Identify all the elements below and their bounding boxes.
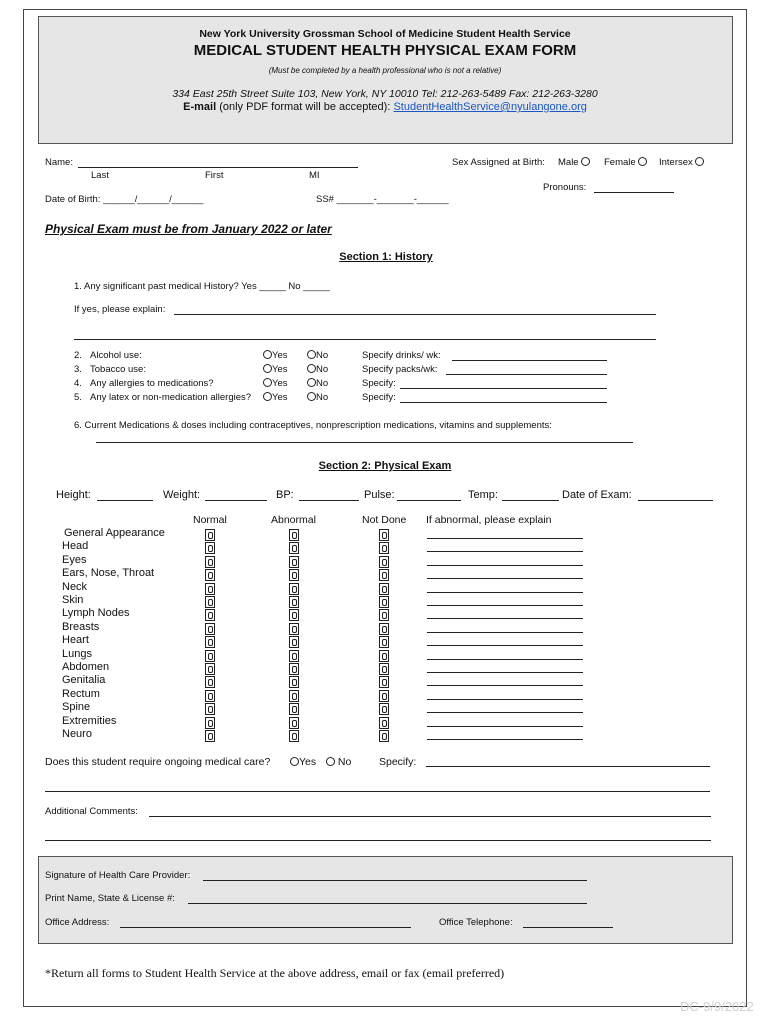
exam-row-label: Eyes xyxy=(62,553,87,566)
not-done-checkbox[interactable] xyxy=(379,529,389,541)
print-name-field[interactable] xyxy=(188,903,587,904)
normal-checkbox[interactable] xyxy=(205,636,215,648)
radio-icon[interactable] xyxy=(638,157,647,166)
exam-row-label: Breasts xyxy=(62,620,100,633)
exam-row-label: Abdomen xyxy=(62,661,110,673)
history-no-option[interactable] xyxy=(307,350,328,361)
no-label: No xyxy=(316,350,329,361)
abnormal-explain-field[interactable] xyxy=(427,592,583,593)
abnormal-explain-field[interactable] xyxy=(427,712,583,713)
normal-checkbox[interactable] xyxy=(205,676,215,688)
history-specify-field[interactable] xyxy=(452,360,607,361)
not-done-checkbox[interactable] xyxy=(379,556,389,568)
history-q6: 6. Current Medications & doses including contraceptives, nonprescription medications, vitamins and supplements: xyxy=(74,420,552,431)
radio-icon[interactable] xyxy=(307,364,316,373)
normal-checkbox[interactable] xyxy=(205,542,215,554)
specify-label: Specify: xyxy=(362,392,396,403)
normal-checkbox[interactable] xyxy=(205,596,215,608)
not-done-checkbox[interactable] xyxy=(379,636,389,648)
history-specify-label xyxy=(362,350,441,361)
name-field[interactable] xyxy=(78,167,358,168)
print-name-label: Print Name, State & License #: xyxy=(45,893,175,904)
exam-section-title: Section 2: Physical Exam xyxy=(318,460,452,472)
col-not-done: Not Done xyxy=(362,514,407,526)
item-number: 2. xyxy=(74,350,82,361)
exam-row-label: Skin xyxy=(62,594,84,606)
item-label: Any allergies to medications? xyxy=(90,378,214,389)
radio-icon[interactable] xyxy=(263,378,272,387)
dob-field[interactable]: Date of Birth: ______/______/______ xyxy=(45,194,204,205)
exam-row-label: General Appearance xyxy=(64,527,165,539)
abnormal-checkbox[interactable] xyxy=(289,583,299,595)
normal-checkbox[interactable] xyxy=(205,703,215,715)
radio-icon[interactable] xyxy=(263,364,272,373)
form-title: MEDICAL STUDENT HEALTH PHYSICAL EXAM FORM xyxy=(193,42,577,59)
not-done-checkbox[interactable] xyxy=(379,717,389,729)
normal-checkbox[interactable] xyxy=(205,663,215,675)
sex-female[interactable] xyxy=(604,157,647,168)
item-label: Alcohol use: xyxy=(90,350,142,361)
form-subtitle: (Must be completed by a health professional who is not a relative) xyxy=(268,66,502,75)
ssn-field[interactable]: SS# _______-_______-______ xyxy=(316,194,449,205)
abnormal-checkbox[interactable] xyxy=(289,650,299,662)
vital-label: BP: xyxy=(276,489,294,501)
abnormal-checkbox[interactable] xyxy=(289,623,299,635)
name-label: Name: xyxy=(45,157,73,168)
ongoing-care-question: Does this student require ongoing medical care? xyxy=(45,756,271,768)
ongoing-no[interactable] xyxy=(326,756,351,768)
normal-checkbox[interactable] xyxy=(205,717,215,729)
explain-field[interactable] xyxy=(174,314,656,315)
not-done-checkbox[interactable] xyxy=(379,703,389,715)
normal-checkbox[interactable] xyxy=(205,650,215,662)
item-label: Tobacco use: xyxy=(90,364,146,375)
sex-intersex[interactable] xyxy=(659,157,704,168)
exam-row-label: Lymph Nodes xyxy=(62,607,130,620)
pronouns-field[interactable] xyxy=(594,192,674,193)
not-done-checkbox[interactable] xyxy=(379,596,389,608)
abnormal-checkbox[interactable] xyxy=(289,596,299,608)
normal-checkbox[interactable] xyxy=(205,529,215,541)
not-done-checkbox[interactable] xyxy=(379,730,389,742)
abnormal-checkbox[interactable] xyxy=(289,730,299,742)
history-yes-option[interactable] xyxy=(263,364,288,375)
no-label: No xyxy=(316,378,329,389)
not-done-checkbox[interactable] xyxy=(379,583,389,595)
exam-row-label: Genitalia xyxy=(62,674,106,687)
no-label: No xyxy=(316,364,329,375)
item-label: Any latex or non-medication allergies? xyxy=(90,392,252,403)
comments-line-2[interactable] xyxy=(45,840,711,841)
no-label: No xyxy=(316,392,329,403)
history-specify-field[interactable] xyxy=(400,388,607,389)
radio-icon[interactable] xyxy=(307,378,316,387)
abnormal-checkbox[interactable] xyxy=(289,556,299,568)
last-label: Last xyxy=(91,170,109,181)
abnormal-checkbox[interactable] xyxy=(289,690,299,702)
sex-intersex-label: Intersex xyxy=(659,157,693,168)
explain-field-2[interactable] xyxy=(74,339,656,340)
not-done-checkbox[interactable] xyxy=(379,609,389,621)
exam-date-notice: Physical Exam must be from January 2022 or later xyxy=(45,222,332,236)
comments-label: Additional Comments: xyxy=(45,806,138,817)
vital-field[interactable] xyxy=(502,500,559,501)
history-item-label xyxy=(90,364,146,375)
vital-field[interactable] xyxy=(299,500,359,501)
revision-stamp: DC-9/9/2022 xyxy=(680,999,754,1014)
col-abnormal: Abnormal xyxy=(271,514,316,526)
exam-row-label: Neck xyxy=(62,580,88,593)
signature-label: Signature of Health Care Provider: xyxy=(45,870,191,881)
radio-icon[interactable] xyxy=(307,392,316,401)
first-label: First xyxy=(205,170,224,181)
vital-label: Temp: xyxy=(468,489,498,501)
history-specify-label xyxy=(362,392,396,403)
vital-field[interactable] xyxy=(638,500,713,501)
abnormal-explain-field[interactable] xyxy=(427,672,583,673)
radio-icon[interactable] xyxy=(290,757,299,766)
radio-icon[interactable] xyxy=(307,350,316,359)
abnormal-checkbox[interactable] xyxy=(289,529,299,541)
abnormal-checkbox[interactable] xyxy=(289,636,299,648)
history-yes-option[interactable] xyxy=(263,350,288,361)
item-number: 3. xyxy=(74,364,82,375)
not-done-checkbox[interactable] xyxy=(379,542,389,554)
ongoing-specify-field[interactable] xyxy=(426,766,710,767)
radio-icon[interactable] xyxy=(263,350,272,359)
col-explain: If abnormal, please explain xyxy=(426,514,552,526)
abnormal-explain-field[interactable] xyxy=(427,538,583,539)
radio-icon[interactable] xyxy=(263,392,272,401)
vital-label: Date of Exam: xyxy=(562,489,632,501)
not-done-checkbox[interactable] xyxy=(379,676,389,688)
abnormal-explain-field[interactable] xyxy=(427,739,583,740)
ongoing-no-label: No xyxy=(337,756,352,768)
exam-row-label: Spine xyxy=(62,701,91,714)
history-q1: 1. Any significant past medical History? Yes _____ No _____ xyxy=(74,281,330,292)
sex-female-label: Female xyxy=(604,157,636,168)
col-normal: Normal xyxy=(193,514,227,526)
not-done-checkbox[interactable] xyxy=(379,690,389,702)
email-link[interactable]: StudentHealthService@nyulangone.org xyxy=(393,101,587,113)
history-specify-label xyxy=(362,364,438,375)
radio-icon[interactable] xyxy=(326,757,335,766)
specify-label: Specify: xyxy=(362,378,396,389)
not-done-checkbox[interactable] xyxy=(379,663,389,675)
history-no-option[interactable] xyxy=(307,392,328,403)
vital-label: Weight: xyxy=(163,489,201,501)
medications-field[interactable] xyxy=(96,442,633,443)
normal-checkbox[interactable] xyxy=(205,556,215,568)
history-item-label xyxy=(90,392,251,403)
not-done-checkbox[interactable] xyxy=(379,650,389,662)
signature-field[interactable] xyxy=(203,880,587,881)
vital-label: Height: xyxy=(56,489,91,501)
institution-name: New York University Grossman School of Medicine Student Health Service xyxy=(199,28,571,40)
yes-label: Yes xyxy=(272,392,288,403)
exam-row-label: Ears, Nose, Throat xyxy=(62,567,155,580)
abnormal-checkbox[interactable] xyxy=(289,703,299,715)
ongoing-line-2[interactable] xyxy=(45,791,710,792)
normal-checkbox[interactable] xyxy=(205,609,215,621)
explain-label: If yes, please explain: xyxy=(74,304,166,315)
ongoing-specify-label: Specify: xyxy=(379,756,417,768)
specify-label: Specify packs/wk: xyxy=(362,364,438,375)
abnormal-checkbox[interactable] xyxy=(289,609,299,621)
vital-field[interactable] xyxy=(205,500,267,501)
history-specify-field[interactable] xyxy=(446,374,607,375)
abnormal-checkbox[interactable] xyxy=(289,663,299,675)
history-no-option[interactable] xyxy=(307,378,328,389)
history-specify-label xyxy=(362,378,396,389)
email-note: (only PDF format will be accepted): xyxy=(216,101,394,113)
office-address-field[interactable] xyxy=(120,927,411,928)
office-phone-label: Office Telephone: xyxy=(439,917,513,928)
vital-label: Pulse: xyxy=(364,489,395,501)
yes-label: Yes xyxy=(272,350,288,361)
pronouns-label: Pronouns: xyxy=(543,182,587,193)
exam-row-label: Neuro xyxy=(62,728,92,740)
normal-checkbox[interactable] xyxy=(205,623,215,635)
abnormal-checkbox[interactable] xyxy=(289,717,299,729)
abnormal-explain-field[interactable] xyxy=(427,551,583,552)
not-done-checkbox[interactable] xyxy=(379,569,389,581)
abnormal-explain-field[interactable] xyxy=(427,578,583,579)
not-done-checkbox[interactable] xyxy=(379,623,389,635)
exam-row-label: Head xyxy=(62,540,89,553)
history-item-label xyxy=(90,350,142,361)
history-item-number xyxy=(74,364,82,375)
abnormal-checkbox[interactable] xyxy=(289,676,299,688)
contact-address: 334 East 25th Street Suite 103, New York, NY 10010 Tel: 212-263-5489 Fax: 212-263-3280 xyxy=(172,88,598,100)
vital-field[interactable] xyxy=(397,500,461,501)
yes-label: Yes xyxy=(272,378,288,389)
comments-field[interactable] xyxy=(149,816,711,817)
abnormal-explain-field[interactable] xyxy=(427,726,583,727)
email-label: E-mail xyxy=(183,101,217,113)
history-item-number xyxy=(74,392,82,403)
history-item-label xyxy=(90,378,214,389)
sex-label: Sex Assigned at Birth: xyxy=(452,157,545,168)
normal-checkbox[interactable] xyxy=(205,730,215,742)
abnormal-checkbox[interactable] xyxy=(289,542,299,554)
abnormal-explain-field[interactable] xyxy=(427,565,583,566)
abnormal-checkbox[interactable] xyxy=(289,569,299,581)
sex-male-label: Male xyxy=(558,157,579,168)
history-specify-field[interactable] xyxy=(400,402,607,403)
exam-row-label: Extremities xyxy=(62,714,117,727)
normal-checkbox[interactable] xyxy=(205,690,215,702)
item-number: 4. xyxy=(74,378,82,389)
history-yes-option[interactable] xyxy=(263,378,288,389)
abnormal-explain-field[interactable] xyxy=(427,685,583,686)
office-phone-field[interactable] xyxy=(523,927,613,928)
abnormal-explain-field[interactable] xyxy=(427,699,583,700)
ongoing-yes-label: Yes xyxy=(299,756,317,768)
history-yes-option[interactable] xyxy=(263,392,288,403)
office-address-label: Office Address: xyxy=(45,917,110,928)
normal-checkbox[interactable] xyxy=(205,569,215,581)
ongoing-yes[interactable] xyxy=(290,756,316,768)
return-instructions: *Return all forms to Student Health Service at the above address, email or fax (email preferred) xyxy=(45,966,505,980)
mi-label: MI xyxy=(309,170,320,181)
exam-row-label: Heart xyxy=(62,634,89,647)
specify-label: Specify drinks/ wk: xyxy=(362,350,441,361)
history-section-title: Section 1: History xyxy=(339,251,433,263)
history-no-option[interactable] xyxy=(307,364,328,375)
sex-male[interactable] xyxy=(558,157,590,168)
vital-field[interactable] xyxy=(97,500,153,501)
abnormal-explain-field[interactable] xyxy=(427,618,583,619)
abnormal-explain-field[interactable] xyxy=(427,645,583,646)
radio-icon[interactable] xyxy=(695,157,704,166)
abnormal-explain-field[interactable] xyxy=(427,605,583,606)
item-number: 5. xyxy=(74,392,82,403)
radio-icon[interactable] xyxy=(581,157,590,166)
exam-row-label: Lungs xyxy=(62,647,92,660)
abnormal-explain-field[interactable] xyxy=(427,659,583,660)
exam-row-label: Rectum xyxy=(62,687,100,700)
history-item-number xyxy=(74,378,82,389)
history-item-number xyxy=(74,350,82,361)
normal-checkbox[interactable] xyxy=(205,583,215,595)
yes-label: Yes xyxy=(272,364,288,375)
email-line xyxy=(0,101,770,113)
abnormal-explain-field[interactable] xyxy=(427,632,583,633)
